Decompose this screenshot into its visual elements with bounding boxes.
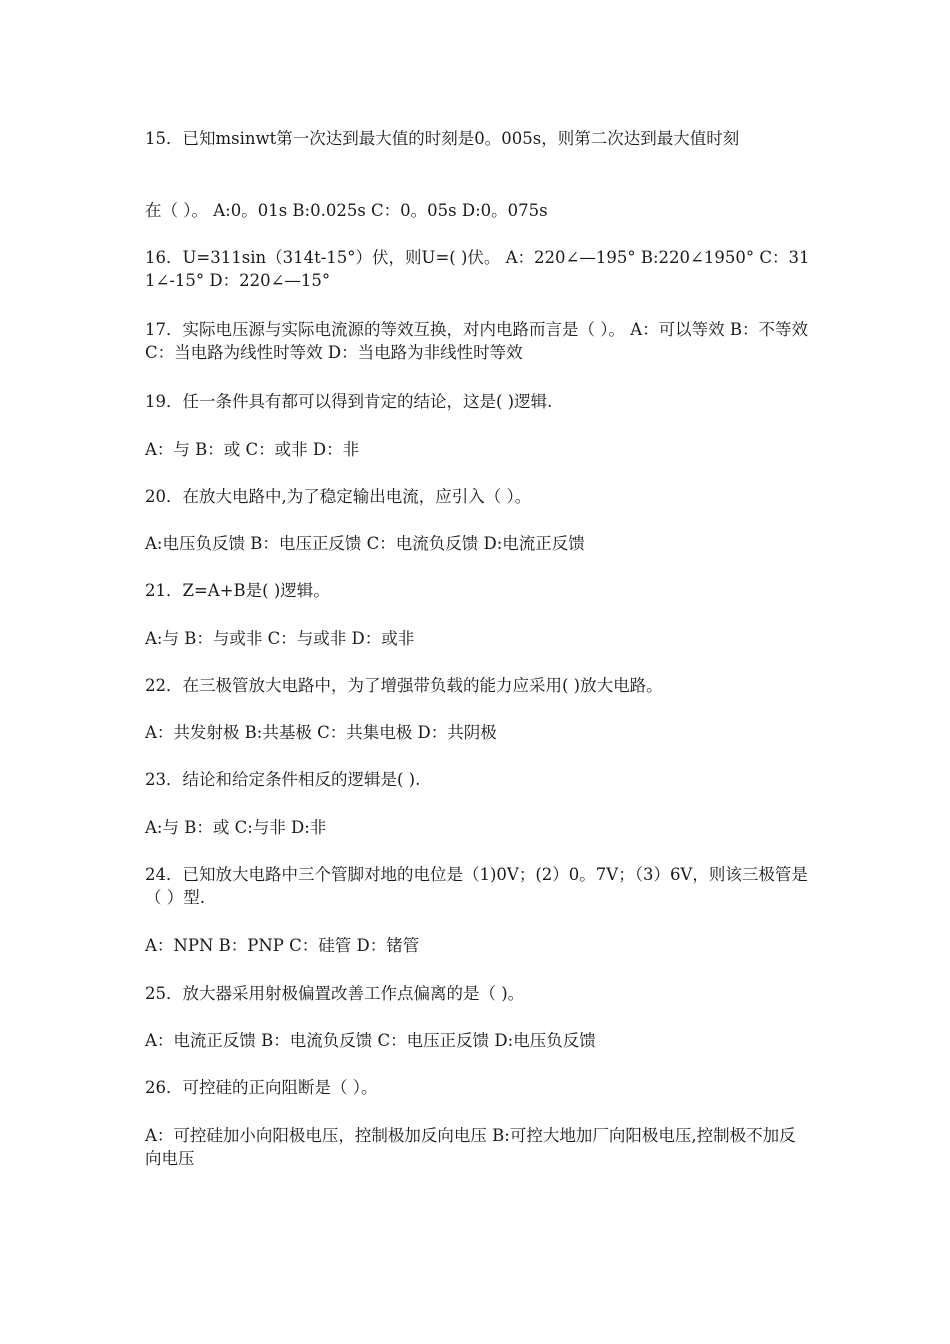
question-26-stem: 26．可控硅的正向阻断是（ ）。 <box>145 1078 378 1097</box>
question-22-options: A：共发射极 B:共基极 C：共集电极 D：共阴极 <box>145 723 497 742</box>
question-19-options: A：与 B：或 C：或非 D：非 <box>145 440 360 459</box>
question-25-stem: 25．放大器采用射极偏置改善工作点偏离的是（ )。 <box>145 984 525 1003</box>
question-16: 16．U=311sin（314t-15°）伏，则U=( )伏。 A：220∠—195° B:220∠1950° C：311∠-15° D：220∠—15° <box>145 248 810 290</box>
question-24-options: A：NPN B：PNP C：硅管 D：锗管 <box>145 936 420 955</box>
question-22-stem: 22．在三极管放大电路中，为了增强带负载的能力应采用( )放大电路。 <box>145 676 663 695</box>
question-23-options: A:与 B：或 C:与非 D:非 <box>145 818 327 837</box>
question-17: 17．实际电压源与实际电流源的等效互换，对内电路而言是（ ）。 A：可以等效 B：不等效 C：当电路为线性时等效 D：当电路为非线性时等效 <box>145 320 814 362</box>
question-15-options: 在（ ）。 A:0。01s B:0.025s C：0。05s D:0。075s <box>145 201 548 220</box>
question-20-options: A:电压负反馈 B：电压正反馈 C：电流负反馈 D:电流正反馈 <box>145 534 585 553</box>
question-25-options: A：电流正反馈 B：电流负反馈 C：电压正反馈 D:电压负反馈 <box>145 1031 596 1050</box>
question-15-stem: 15．已知msinwt第一次达到最大值的时刻是0。005s，则第二次达到最大值时刻 <box>145 129 740 148</box>
question-19-stem: 19．任一条件具有都可以得到肯定的结论，这是( )逻辑. <box>145 392 553 411</box>
question-20-stem: 20．在放大电路中,为了稳定输出电流，应引入（ ）。 <box>145 487 532 506</box>
question-26-options: A：可控硅加小向阳极电压，控制极加反向电压 B:可控大地加厂向阳极电压,控制极不加反向电压 <box>145 1126 796 1168</box>
question-21-options: A:与 B：与或非 C：与或非 D：或非 <box>145 629 415 648</box>
question-21-stem: 21．Z=A+B是( )逻辑。 <box>145 581 330 600</box>
question-23-stem: 23．结论和给定条件相反的逻辑是( ). <box>145 770 421 789</box>
question-24-stem: 24．已知放大电路中三个管脚对地的电位是（1)0V；(2）0。7V；（3）6V，则该三极管是（ ）型. <box>145 865 808 907</box>
